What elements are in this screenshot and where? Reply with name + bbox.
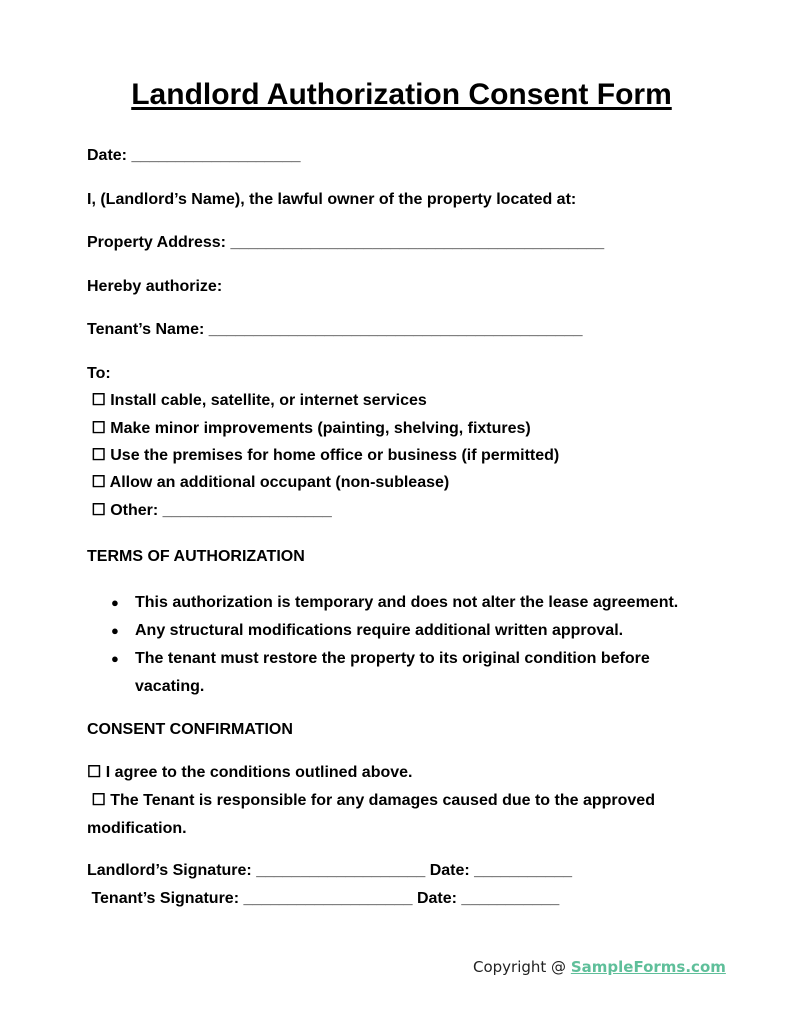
option-other[interactable]: ☐ Other: ___________________	[87, 502, 332, 519]
tenant-signature-field: Tenant’s Signature: ___________________ Date: ___________	[87, 890, 560, 907]
term-text: The tenant must restore the property to its original condition before vacating.	[135, 650, 650, 695]
term-text: Any structural modifications require additional written approval.	[135, 622, 624, 639]
property-address-field: Property Address: __________________________________________	[87, 234, 605, 251]
option-install-services[interactable]: ☐ Install cable, satellite, or internet services	[87, 392, 427, 409]
to-label: To:	[87, 365, 111, 382]
list-item	[87, 589, 707, 617]
option-additional-occupant[interactable]: ☐ Allow an additional occupant (non-sublease)	[87, 474, 450, 491]
copyright-footer	[473, 957, 726, 977]
intro-text: I, (Landlord’s Name), the lawful owner of the property located at:	[87, 191, 577, 208]
list-item	[87, 617, 707, 645]
copyright-text: Copyright @	[473, 958, 571, 976]
form-title: Landlord Authorization Consent Form	[131, 78, 672, 111]
bullet-icon: ●	[111, 651, 119, 666]
terms-heading: TERMS OF AUTHORIZATION	[87, 548, 305, 565]
consent-agree-checkbox[interactable]: ☐ I agree to the conditions outlined above.	[87, 764, 413, 781]
brand-link[interactable]: SampleForms.com	[570, 958, 726, 976]
option-home-office[interactable]: ☐ Use the premises for home office or business (if permitted)	[87, 447, 560, 464]
term-text: This authorization is temporary and does not alter the lease agreement.	[135, 594, 679, 611]
landlord-signature-field: Landlord’s Signature: ___________________ Date: ___________	[87, 862, 573, 879]
option-minor-improvements[interactable]: ☐ Make minor improvements (painting, shelving, fixtures)	[87, 420, 531, 437]
list-item	[87, 645, 707, 701]
terms-list	[87, 589, 707, 701]
consent-heading: CONSENT CONFIRMATION	[87, 721, 293, 738]
consent-damages-checkbox[interactable]: ☐ The Tenant is responsible for any damages caused due to the approved modification.	[87, 792, 660, 837]
bullet-icon: ●	[111, 623, 119, 638]
hereby-authorize-text: Hereby authorize:	[87, 278, 223, 295]
date-field: Date: ___________________	[87, 147, 301, 164]
tenant-name-field: Tenant’s Name: __________________________________________	[87, 321, 583, 338]
bullet-icon: ●	[111, 595, 119, 610]
